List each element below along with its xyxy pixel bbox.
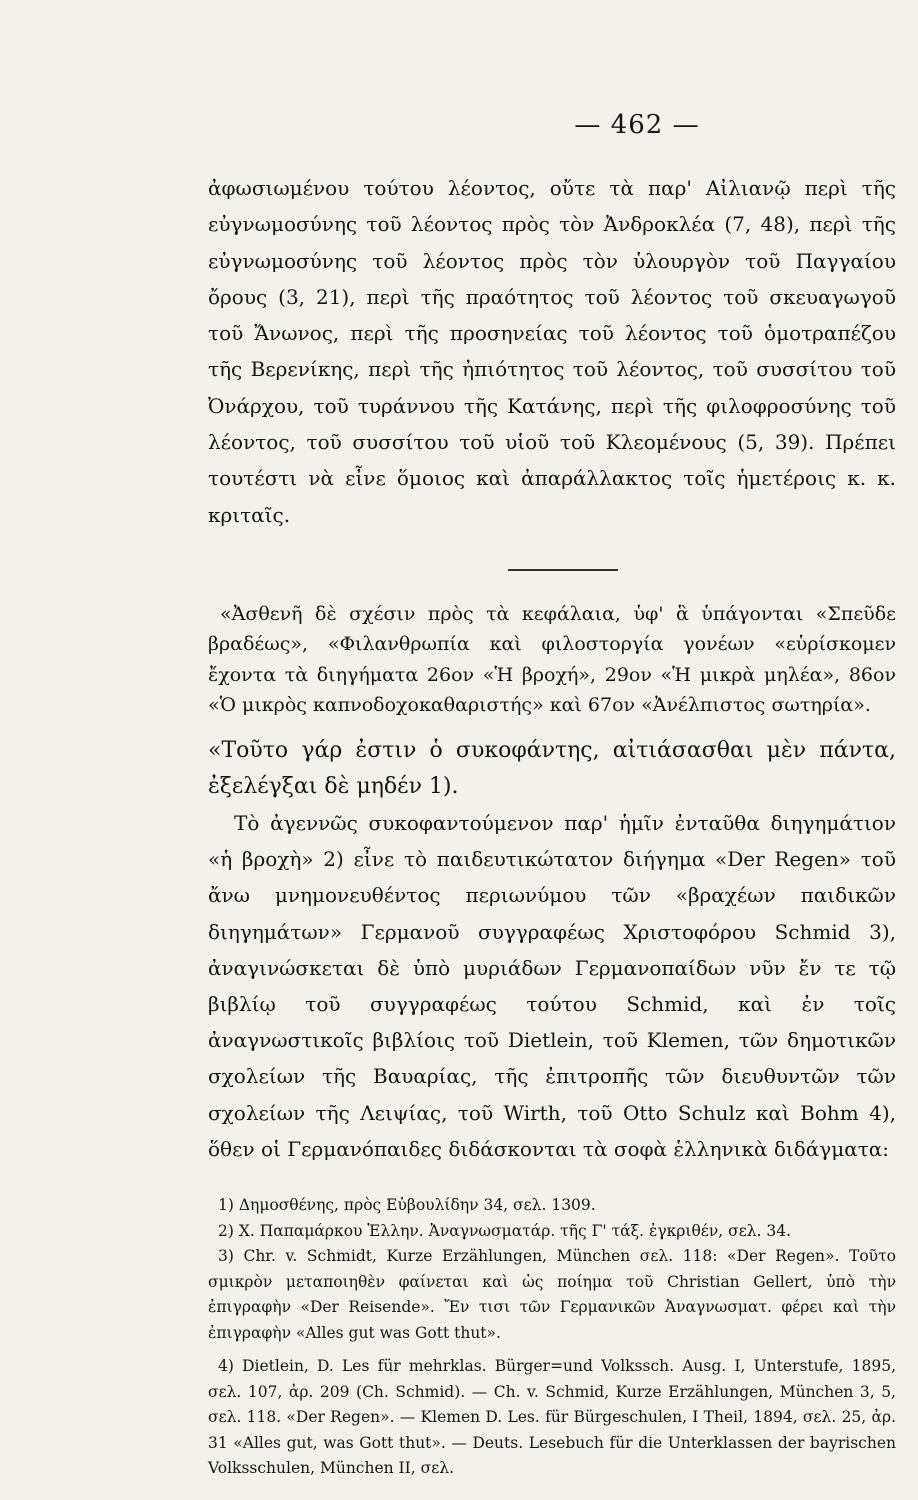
footnote-1: 1) Δημοσθένης, πρὸς Εὐβουλίδην 34, σελ. 1309. [218,1196,596,1214]
footnote-2: 2) Χ. Παπαμάρκου Ἑλλην. Ἀναγνωσματάρ. τῆς Γ' τάξ. ἐγκριθέν, σελ. 34. [218,1221,792,1240]
footnote-4: 4) Dietlein, D. Les für mehrklas. Bürger=und Volkssch. Ausg. I, Unterstufe, 1895, σελ. 107, ἀρ. 209 (Ch. Schmid). — Ch. v. Schmid, Kurze Erzählungen, München 3, 5, σελ. 118. «Der Regen». — Klemen D. Les. für Bürgeschulen, I Theil, 1894, σελ. 25, ἀρ. 31 «Alles gut, was Gott thut». — Deuts. Lesebuch für die Unterklassen der bayrischen Volksschulen, München II, σελ. [208,1357,896,1477]
footnotes [208,1193,896,1482]
citation-quote: «Τοῦτο γάρ ἐστιν ὁ συκοφάντης, αἰτιάσασθαι μὲν πάντα, ἐξελέγξαι δὲ μηδέν 1). [208,737,896,799]
intro-paragraph: ἀφωσιωμένου τούτου λέοντος, οὔτε τὰ παρ' Αἰλιανῷ περὶ τῆς εὐγνωμοσύνης τοῦ λέοντος πρὸς τὸν Ἀνδροκλέα (7, 48), περὶ τῆς εὐγνωμοσύνης τοῦ λέοντος πρὸς τὸν ὑλουργὸν τοῦ Παγγαίου ὄρους (3, 21), περὶ τῆς πραότητος τοῦ λέοντος τοῦ σκευαγωγοῦ τοῦ Ἄνωνος, περὶ τῆς προσηνείας τοῦ λέοντος τοῦ ὁμοτραπέζου τῆς Βερενίκης, περὶ τῆς ἠπιότητος τοῦ λέοντος, τοῦ συσσίτου τοῦ Ὀνάρχου, τοῦ τυράννου τῆς Κατάνης, περὶ τῆς φιλοφροσύνης τοῦ λέοντος, τοῦ συσσίτου τοῦ υἱοῦ τοῦ Κλεομένους (5, 39). Πρέπει τουτέστι νὰ εἶνε ὅμοιος καὶ ἀπαράλλακτος τοῖς ἡμετέροις κ. κ. κριταῖς. [208,176,896,527]
page-number: — 462 — [574,110,700,140]
section-divider [508,569,618,571]
quoted-block: «Ἀσθενῆ δὲ σχέσιν πρὸς τὰ κεφάλαια, ὑφ' ἃ ὑπάγονται «Σπεῦδε βραδέως», «Φιλανθρωπία καὶ φιλοστοργία γονέων «εὑρίσκομεν ἔχοντα τὰ διηγήματα 26ον «Ἡ βροχή», 29ον «Ἡ μικρὰ μηλέα», 86ον «Ὁ μικρὸς καπνοδοχοκαθαριστής» καὶ 67ον «Ἀνέλπιστος σωτηρία». [208,602,896,717]
body-paragraph: Τὸ ἀγεννῶς συκοφαντούμενον παρ' ἡμῖν ἐνταῦθα διηγημάτιον «ἡ βροχὴ» 2) εἶνε τὸ παιδευτικώτατον διήγημα «Der Regen» τοῦ ἄνω μνημονευθέντος περιωνύμου τῶν «βραχέων παιδικῶν διηγημάτων» Γερμανοῦ συγγραφέως Χριστοφόρου Schmid 3), ἀναγινώσκεται δὲ ὑπὸ μυριάδων Γερμανοπαίδων νῦν ἔν τε τῷ βιβλίῳ τοῦ συγγραφέως τούτου Schmid, καὶ ἐν τοῖς ἀναγνωστικοῖς βιβλίοις τοῦ Dietlein, τοῦ Klemen, τῶν δημοτικῶν σχολείων τῆς Βαυαρίας, τῆς ἐπιτροπῆς τῶν διευθυντῶν τῶν σχολείων τῆς Λειψίας, τοῦ Wirth, τοῦ Otto Schulz καὶ Bohm 4), ὅθεν οἱ Γερμανόπαιδες διδάσκονται τὰ σοφὰ ἑλληνικὰ διδάγματα: [208,810,896,1161]
footnote-3: 3) Chr. v. Schmidt, Kurze Erzählungen, München σελ. 118: «Der Regen». Τοῦτο σμικρὸν μεταποιηθὲν φαίνεται καὶ ὡς ποίημα τοῦ Christian Gellert, ὑπὸ τὴν ἐπιγραφὴν «Der Reisende». Ἔν τισι τῶν Γερμανικῶν Ἀναγνωσματ. φέρει καὶ τὴν ἐπιγραφὴν «Alles gut was Gott thut». [208,1247,896,1342]
